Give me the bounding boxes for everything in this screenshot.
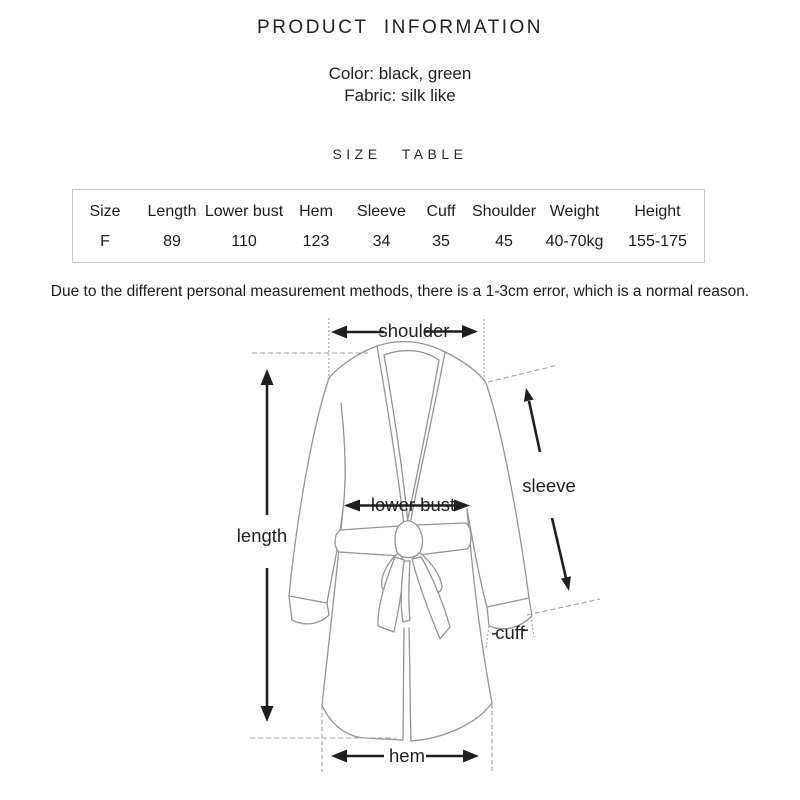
table-header-shoulder: Shoulder — [471, 203, 537, 220]
table-cell-sleeve: 34 — [372, 233, 391, 250]
table-cell-size: F — [100, 233, 110, 250]
table-header-hem: Hem — [299, 203, 333, 220]
lower-bust-label: lower bust — [370, 494, 456, 515]
measurement-note: Due to the different personal measurement methods, there is a 1-3cm error, which is a normal reason. — [50, 283, 750, 300]
lower-bust-annotation — [344, 494, 470, 515]
shoulder-annotation — [331, 320, 478, 341]
hem-annotation — [331, 745, 479, 766]
page-title: PRODUCT INFORMATION — [257, 17, 543, 38]
table-cell-cuff: 35 — [432, 233, 450, 250]
size-table — [72, 189, 705, 263]
table-header-cuff: Cuff — [426, 203, 456, 220]
size-table-heading: SIZE TABLE — [332, 146, 468, 162]
table-cell-lower-bust: 110 — [231, 233, 257, 250]
table-cell-hem: 123 — [302, 233, 330, 250]
sleeve-annotation — [522, 388, 575, 591]
length-label: length — [236, 525, 288, 546]
robe-drawing — [289, 342, 532, 741]
table-cell-length: 89 — [163, 233, 181, 250]
size-diagram — [0, 310, 800, 800]
table-cell-weight: 40-70kg — [545, 233, 604, 250]
sleeve-label: sleeve — [522, 475, 576, 496]
table-header-lower-bust: Lower bust — [204, 203, 284, 220]
length-annotation — [237, 369, 287, 722]
color-spec: Color: black, green — [328, 64, 472, 83]
shoulder-label: shoulder — [378, 320, 450, 341]
table-header-height: Height — [634, 203, 681, 220]
table-header-weight: Weight — [549, 203, 600, 220]
fabric-spec: Fabric: silk like — [344, 86, 456, 105]
table-header-length: Length — [147, 203, 197, 220]
cuff-annotation — [492, 622, 528, 643]
cuff-label: cuff — [495, 622, 525, 643]
table-cell-shoulder: 45 — [495, 233, 513, 250]
table-header-size: Size — [89, 203, 121, 220]
table-cell-height: 155-175 — [628, 233, 687, 250]
table-header-sleeve: Sleeve — [357, 203, 406, 220]
hem-label: hem — [389, 745, 425, 766]
